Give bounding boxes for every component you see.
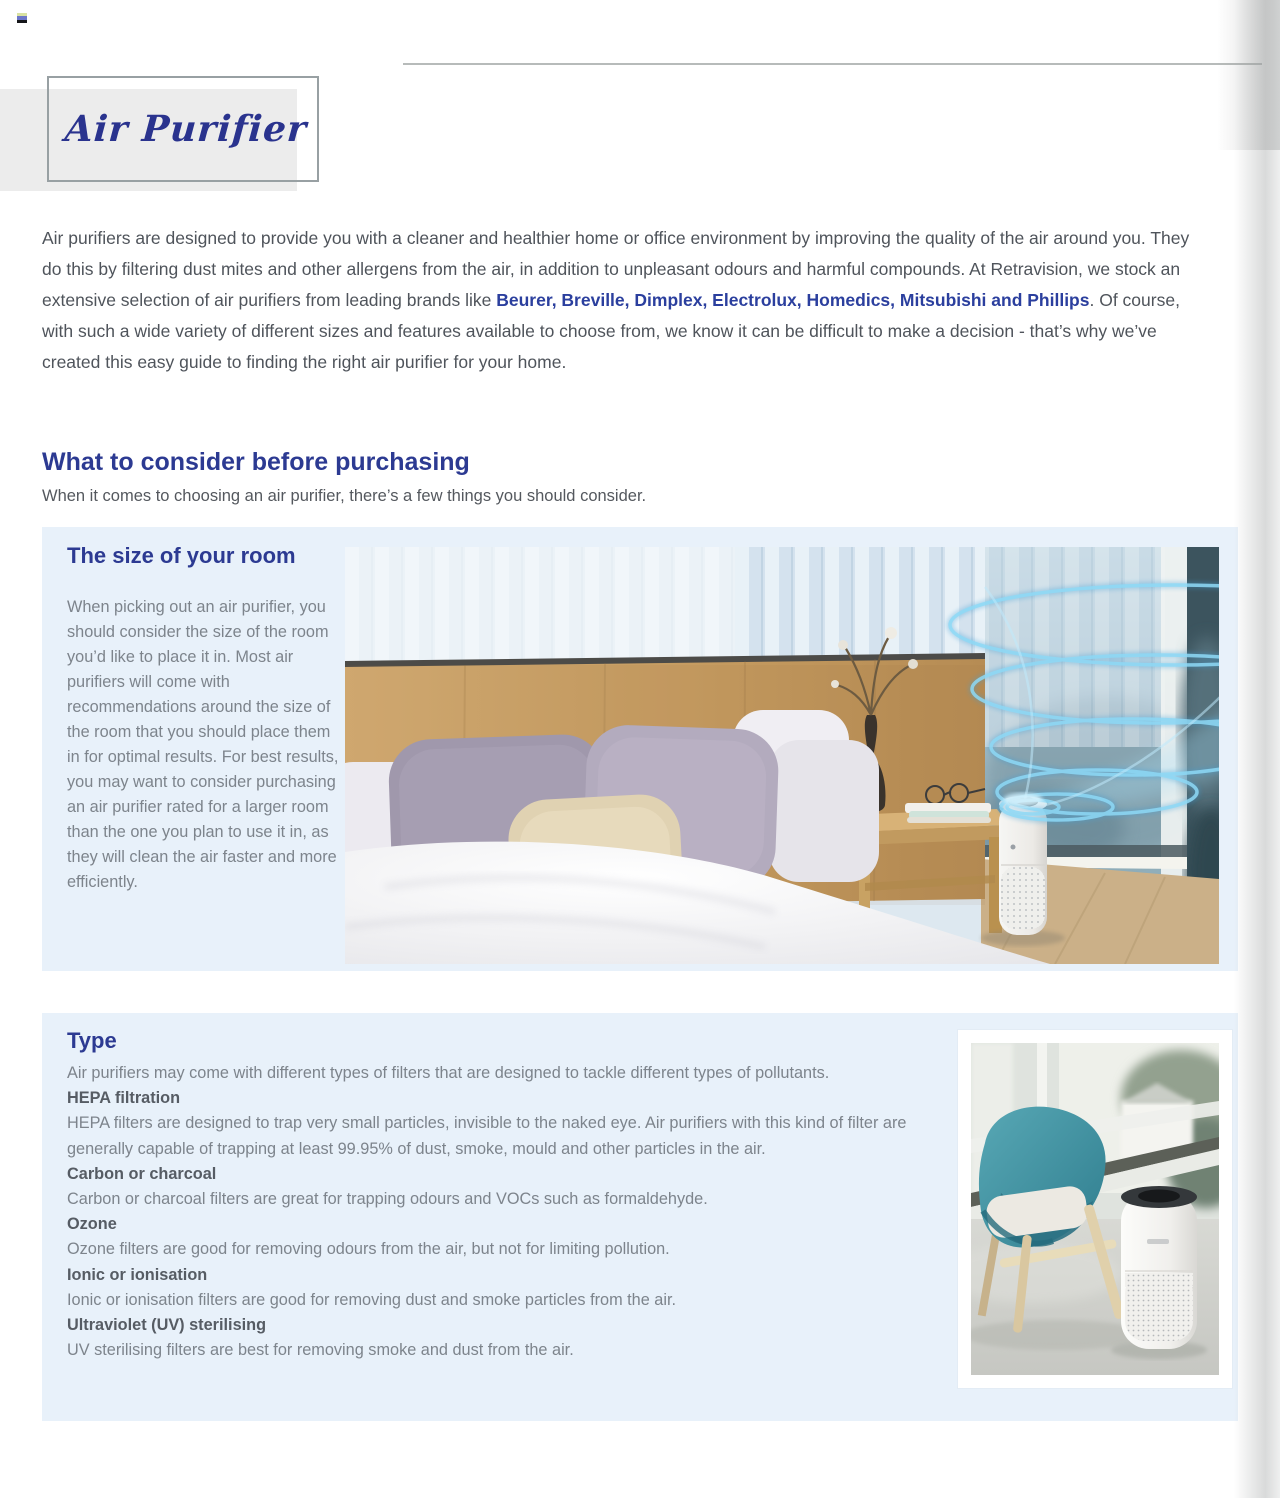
books [905,803,991,823]
section-room-size [42,527,1238,971]
chair-photo-frame [958,1030,1232,1388]
intro-text-before: Air purifiers are designed to provide you with a cleaner and healthier home or office environment by improving the quality of the air around you. They do this by filtering dust mites and other allergens from the air, in addition to unpleasant odours and harmful compounds. At Retravision, we stock an extensive selection of air purifiers from leading brands like [42,227,1190,310]
consider-subheading: When it comes to choosing an air purifier, there’s a few things you should consider. [42,487,647,505]
filter-name: Ultraviolet (UV) sterilising [67,1316,267,1335]
air-purifier-device [1111,1186,1207,1359]
consider-heading: What to consider before purchasing [42,448,470,476]
room-size-body: When picking out an air purifier, you should consider the size of the room you’d like to place it in. Most air purifiers will come with recommendations around the size of the room that you should place them in for optimal results. For best results, you may want to consider purchasing an air purifier rated for a larger room than the one you plan to use it in, as they will clean the air faster and more efficiently. [67,598,339,892]
type-intro: Air purifiers may come with different types of filters that are designed to tackle different types of pollutants. [67,1064,830,1082]
filter-description: HEPA filters are designed to trap very small particles, invisible to the naked eye. Air purifiers with this kind of filter are generally capable of trapping at least 99.95% of dust, smoke, mould and other particles in the air. [67,1114,907,1158]
filter-name: Ionic or ionisation [67,1265,208,1284]
chair-photo [971,1043,1219,1375]
bedroom-illustration [345,547,1219,964]
header-rule [403,63,1262,65]
filter-name: Carbon or charcoal [67,1164,217,1183]
filter-description: Carbon or charcoal filters are great for trapping odours and VOCs such as formaldehyde. [67,1190,708,1209]
filter-description: Ionic or ionisation filters are good for removing dust and smoke particles from the air. [67,1290,677,1309]
section-type [42,1013,1238,1421]
filter-name: Ozone [67,1215,117,1234]
filter-description: UV sterilising filters are best for removing smoke and dust from the air. [67,1341,574,1360]
chair-illustration [971,1043,1219,1375]
filter-name: HEPA filtration [67,1089,181,1108]
brand-links[interactable]: Beurer, Breville, Dimplex, Electrolux, Homedics, Mitsubishi and Phillips [496,289,1090,310]
filter-description: Ozone filters are good for removing odours from the air, but not for limiting pollution. [67,1240,670,1259]
bedroom-photo [345,547,1219,964]
page-title: Air Purifier [63,108,309,150]
page-edge-shadow-top [1210,0,1280,150]
intro-paragraph [42,223,1192,378]
menu-icon[interactable] [17,13,27,23]
page-title-box [47,76,319,182]
intro-text-after: . Of course, with such a wide variety of different sizes and features available to choose from, we know it can be difficult to make a decision - that’s why we’ve created this easy guide to finding the right air purifier for your home. [42,289,1180,372]
type-text-column [67,1061,951,1363]
room-size-heading: The size of your room [67,543,296,568]
page-edge-shadow [1234,0,1280,1498]
type-heading: Type [67,1028,117,1053]
menu-icon-stripe [17,20,27,23]
